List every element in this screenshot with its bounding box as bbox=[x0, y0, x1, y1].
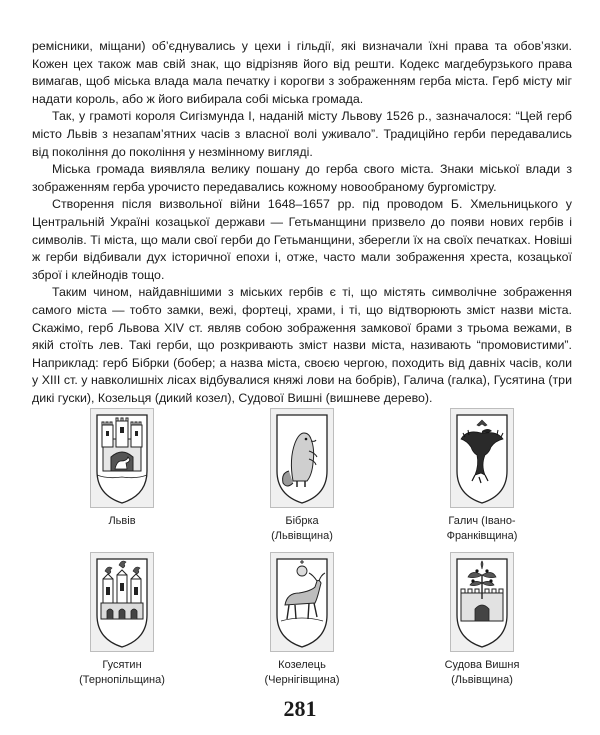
husiatyn-coat-of-arms-icon bbox=[91, 553, 153, 651]
paragraph: Міська громада виявляла велику пошану до герба свого міста. Знаки міської влади з зображенням герба урочисто передавались кожному новообраному бургомістру. bbox=[32, 162, 572, 194]
coat-of-arms-caption: Судова Вишня bbox=[444, 659, 520, 671]
halych-coat-of-arms-icon bbox=[451, 409, 513, 507]
coat-of-arms-sudova-vyshnia bbox=[392, 552, 572, 688]
coat-of-arms-kozelets bbox=[212, 552, 392, 688]
body-text bbox=[32, 38, 572, 407]
coat-of-arms-region: (Львівщина) bbox=[451, 674, 513, 686]
coat-of-arms-caption: Гусятин bbox=[102, 659, 142, 671]
coat-of-arms-lviv bbox=[32, 408, 212, 529]
coat-of-arms-husiatyn bbox=[32, 552, 212, 688]
coat-of-arms-region: (Тернопільщина) bbox=[79, 674, 165, 686]
paragraph: Створення після визвольної війни 1648–1657 рр. під проводом Б. Хмельницького у Центральній Україні козацької держави — Гетьманщини призвело до появи нових гербів і символів. Ті міста, що мали свої герби до Гетьманщини, зберегли їх на своїх печатках. Новіші ж герби відбивали дух історичної епохи і, отже, часто мали зображення хреста, козацької зброї і клейнодів тощо. bbox=[32, 197, 572, 282]
coat-of-arms-caption: Львів bbox=[108, 515, 136, 527]
kozelets-coat-of-arms-icon bbox=[271, 553, 333, 651]
paragraph: Таким чином, найдавнішими з міських гербів є ті, що містять символічне зображення самого міста — тобто замки, вежі, фортеці, храми, і ті, що відтворюють зміст назви міста. Скажімо, герб Львова XIV ст. являв собою зображення замкової брами з трьома вежами, в якій стоїть лев. Такі герби, що розкривають зміст назви міста, називають “промовистими”. Наприклад: герб Бібрки (бобер; а назва міста, своєю чергою, походить від давніх часів, коли у XIII ст. у навколишніх лісах відбувалися княжі лови на бобрів), Галича (галка), Гусятина (три дикі гуски), Козельця (дикий козел), Судової Вишні (вишневе дерево). bbox=[32, 285, 572, 405]
coat-of-arms-halych bbox=[392, 408, 572, 544]
paragraph: ремісники, міщани) об’єднувались у цехи і гільдії, які визначали їхні права та обов’язки. Кожен цех також мав свій знак, що відрізняв його від решти. Кодекс магдебурзького права вимагав, щоб міська влада мала печатку і корогви з зображенням герба міста. Герб місту міг надати король, або ж його вибирала собі міська громада. bbox=[32, 39, 572, 106]
bibrka-coat-of-arms-icon bbox=[271, 409, 333, 507]
coat-of-arms-region: (Львівщина) bbox=[271, 530, 333, 542]
lviv-coat-of-arms-icon bbox=[91, 409, 153, 507]
coat-of-arms-region: (Чернігівщина) bbox=[264, 674, 340, 686]
coat-of-arms-region: Франківщина) bbox=[446, 530, 518, 542]
coat-of-arms-bibrka bbox=[212, 408, 392, 544]
sudova-vyshnia-coat-of-arms-icon bbox=[451, 553, 513, 651]
coat-of-arms-caption: Бібрка bbox=[285, 515, 319, 527]
paragraph: Так, у грамоті короля Сигізмунда І, наданій місту Львову 1526 р., зазначалося: “Цей герб місто Львів з незапам’ятних часів з власної волі уживало”. Традиційно герби передавались від покоління до покоління у незмінному вигляді. bbox=[32, 109, 572, 159]
coat-of-arms-caption: Галич (Івано- bbox=[448, 515, 516, 527]
page-number: 281 bbox=[283, 696, 317, 721]
coat-of-arms-caption: Козелець bbox=[278, 659, 326, 671]
